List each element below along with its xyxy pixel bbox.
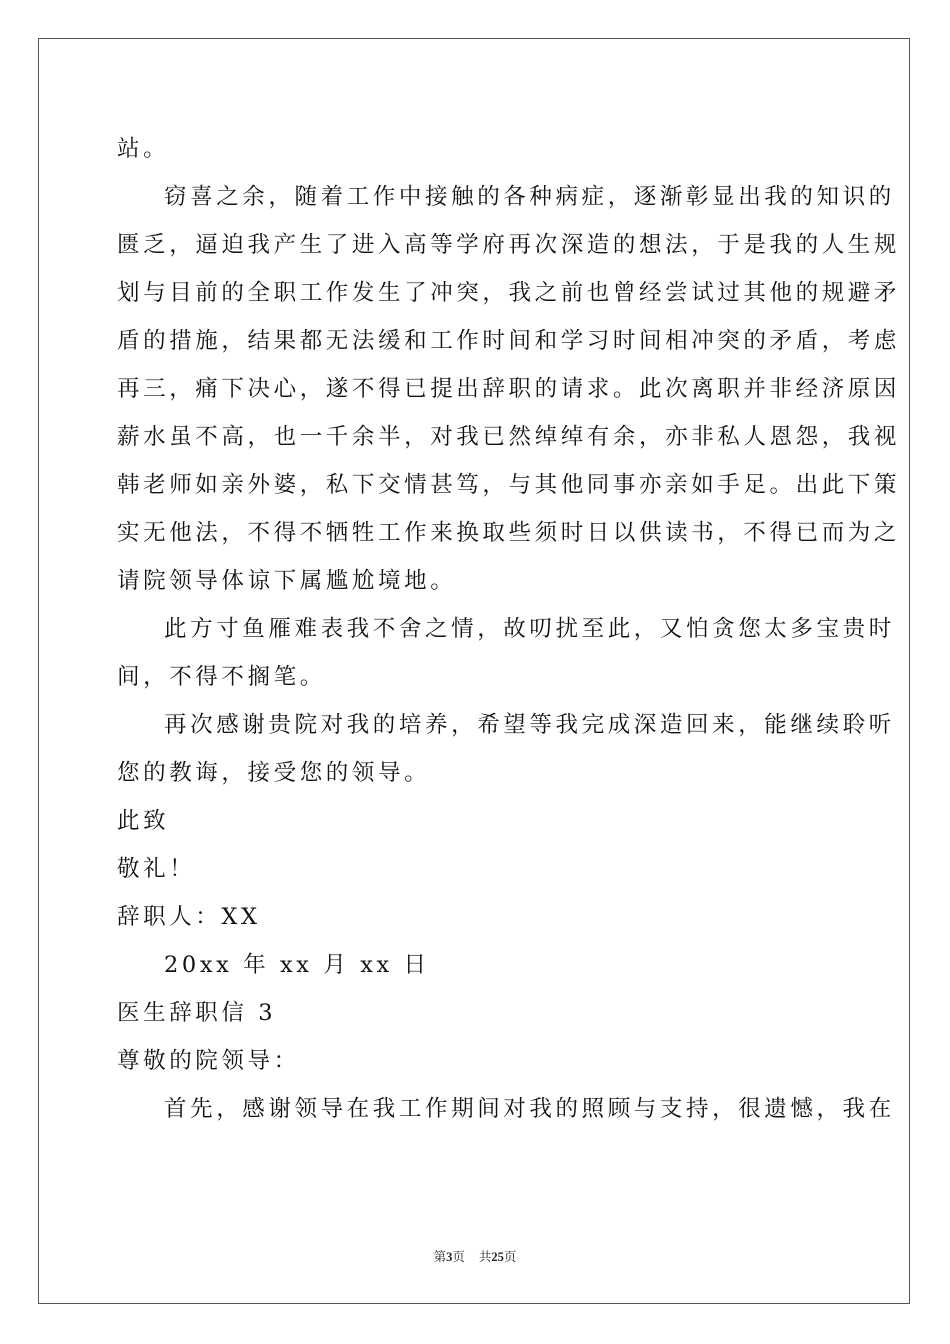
signature-line: 辞职人：XX — [117, 904, 261, 930]
total-suffix: 页 — [503, 1250, 517, 1264]
paragraph-start: 此方寸鱼雁难表我不舍之情，故叨扰至此，又怕贪您太多宝贵时 — [164, 616, 895, 642]
text-line: 薪水虽不高，也一千余半，对我已然绰绰有余，亦非私人恩怨，我视 — [117, 424, 901, 450]
greeting-line: 尊敬的院领导： — [117, 1048, 300, 1074]
text-line: 您的教诲，接受您的领导。 — [117, 760, 431, 786]
text-line: 盾的措施，结果都无法缓和工作时间和学习时间相冲突的矛盾，考虑 — [117, 328, 901, 354]
closing-salutation: 此致 — [117, 808, 170, 834]
closing-respect: 敬礼！ — [117, 856, 196, 882]
text-line: 实无他法，不得不牺牲工作来换取些须时日以供读书，不得已而为之 — [117, 520, 901, 546]
text-line: 请院领导体谅下属尴尬境地。 — [117, 568, 457, 594]
total-prefix: 共 — [478, 1250, 492, 1264]
text-line: 站。 — [117, 136, 170, 162]
paragraph-start: 再次感谢贵院对我的培养，希望等我完成深造回来，能继续聆听 — [164, 712, 895, 738]
date-line: 20xx 年 xx 月 xx 日 — [164, 952, 430, 978]
page-suffix: 页 — [452, 1250, 465, 1264]
section-title: 医生辞职信 3 — [117, 1000, 277, 1026]
text-line: 间，不得不搁笔。 — [117, 664, 326, 690]
text-line: 再三，痛下决心，遂不得已提出辞职的请求。此次离职并非经济原因 — [117, 376, 901, 402]
page-footer — [0, 1247, 950, 1265]
current-page-number: 3 — [446, 1250, 453, 1264]
document-body — [117, 125, 901, 1133]
text-line: 韩老师如亲外婆，私下交情甚笃，与其他同事亦亲如手足。出此下策 — [117, 472, 901, 498]
page-prefix: 第 — [433, 1250, 447, 1264]
paragraph-start: 窃喜之余，随着工作中接触的各种病症，逐渐彰显出我的知识的 — [164, 184, 895, 210]
total-page-number: 25 — [491, 1250, 504, 1264]
paragraph-start: 首先，感谢领导在我工作期间对我的照顾与支持，很遗憾，我在 — [164, 1096, 895, 1122]
text-line: 匮乏，逼迫我产生了进入高等学府再次深造的想法，于是我的人生规 — [117, 232, 901, 258]
text-line: 划与目前的全职工作发生了冲突，我之前也曾经尝试过其他的规避矛 — [117, 280, 901, 306]
